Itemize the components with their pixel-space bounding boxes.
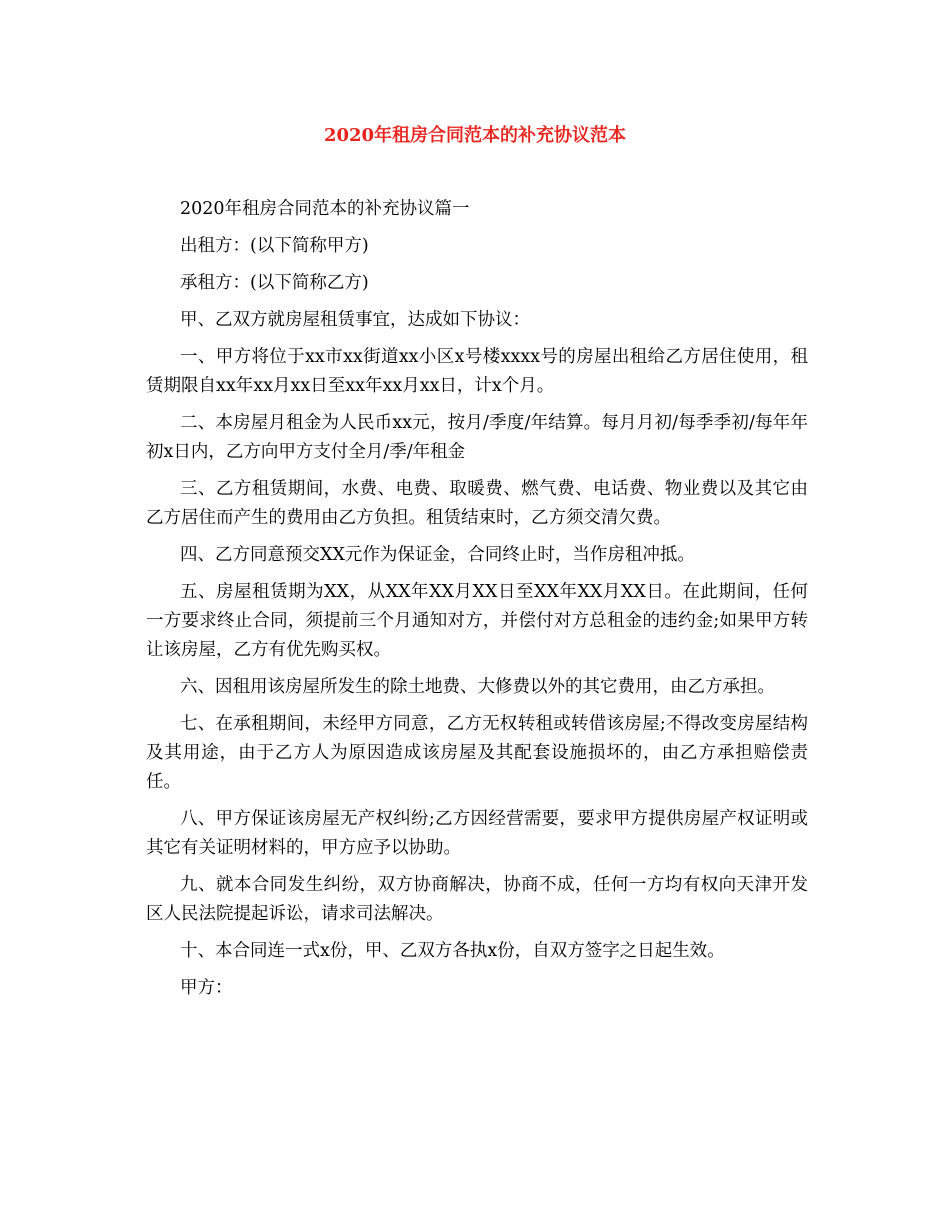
clause-5: 五、房屋租赁期为XX，从XX年XX月XX日至XX年XX月XX日。在此期间，任何一方要求终止合同，须提前三个月通知对方，并偿付对方总租金的违约金;如果甲方转让该房屋，乙方有优先购买权。 (146, 582, 808, 660)
document-body (146, 195, 808, 1011)
section-heading: 2020年租房合同范本的补充协议篇一 (180, 199, 470, 219)
clause-1: 一、甲方将位于xx市xx街道xx小区x号楼xxxx号的房屋出租给乙方居住使用，租赁期限自xx年xx月xx日至xx年xx月xx日，计x个月。 (146, 347, 808, 396)
lessor-line: 出租方：(以下简称甲方) (180, 236, 369, 256)
document-title: 2020年租房合同范本的补充协议范本 (323, 125, 627, 146)
clause-7: 七、在承租期间，未经甲方同意，乙方无权转租或转借该房屋;不得改变房屋结构及其用途，由于乙方人为原因造成该房屋及其配套设施损坏的，由乙方承担赔偿责任。 (146, 714, 808, 792)
clause-9: 九、就本合同发生纠纷，双方协商解决，协商不成，任何一方均有权向天津开发区人民法院提起诉讼，请求司法解决。 (146, 875, 808, 924)
lessee-line: 承租方：(以下简称乙方) (180, 273, 369, 293)
agreement-intro: 甲、乙双方就房屋租赁事宜，达成如下协议： (180, 310, 530, 330)
clause-4: 四、乙方同意预交XX元作为保证金，合同终止时，当作房租冲抵。 (180, 545, 695, 565)
clause-6: 六、因租用该房屋所发生的除土地费、大修费以外的其它费用，由乙方承担。 (180, 677, 775, 697)
party-a-signature-line: 甲方： (180, 978, 233, 998)
clause-2: 二、本房屋月租金为人民币xx元，按月/季度/年结算。每月月初/每季季初/每年年初x日内，乙方向甲方支付全月/季/年租金 (146, 413, 808, 462)
clause-8: 八、甲方保证该房屋无产权纠纷;乙方因经营需要，要求甲方提供房屋产权证明或其它有关证明材料的，甲方应予以协助。 (146, 809, 808, 858)
clause-3: 三、乙方租赁期间，水费、电费、取暖费、燃气费、电话费、物业费以及其它由乙方居住而产生的费用由乙方负担。租赁结束时，乙方须交清欠费。 (146, 479, 808, 528)
clause-10: 十、本合同连一式x份，甲、乙双方各执x份，自双方签字之日起生效。 (180, 941, 725, 961)
